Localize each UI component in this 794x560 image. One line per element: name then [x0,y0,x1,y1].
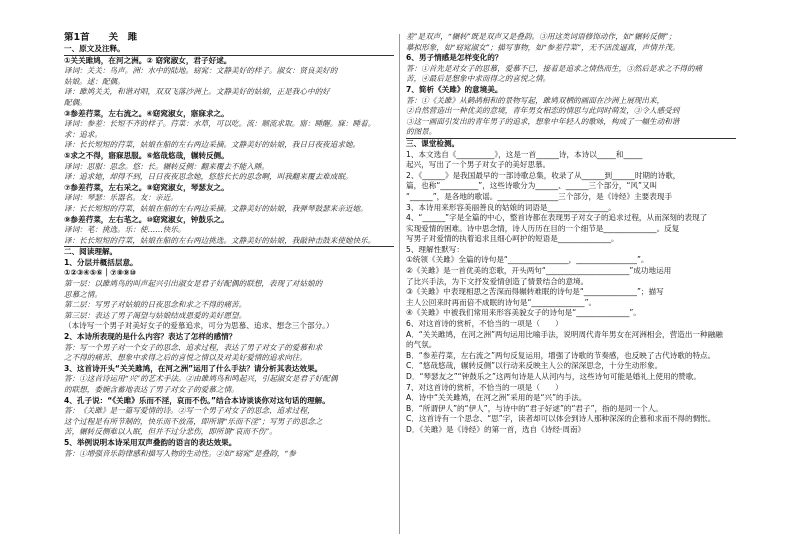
left-column-line: ①关关雎鸠，在河之洲。② 窈窕淑女，君子好逑。 [64,55,232,65]
left-column-line: 4、孔子说：“《关雎》乐而不淫，哀而不伤。”结合本诗谈谈你对这句话的理解。 [64,395,330,405]
right-column-line: 7、对这首诗的赏析，不恰当的一项是（ ） [406,382,563,392]
left-column-line: ⑤求之不得，寤寐思服。⑥悠哉悠哉，辗转反侧。 [64,150,229,160]
right-column-line: ④《关雎》中被我们常用来形容美貌女子的诗句是“______________”。 [406,308,641,318]
right-column-line: ②《关雎》是一首优美的恋歌，开头两句“______________________”成功地运用 [406,266,672,276]
right-column-line: 7、简析《关雎》的意境美。 [406,84,503,94]
right-column-line: 起兴，写出了一个男子对女子的美好思慕。 [406,160,551,170]
left-column-line: 译词：思服：思念。悠：长。辗转反侧：翻来覆去不能入睡。 [64,161,270,171]
left-column-line: 二、阅读理解。 [64,247,118,257]
right-column-line: ②自然营造出一种优美的意境，青年男女相恋的情思与此同时萌发，③令人感受到 [406,106,680,116]
right-column-line: 答：①首先是对女子的思慕，爱慕不已，接着是追求之情热而生，③然后是求之不得的痛 [406,63,703,73]
left-column-line: 一、原文及注释。 [64,44,394,56]
left-column-line: 之不得的痛苦、想象中求得之后的喜悦之情以及对美好爱情的追求向往。 [64,353,307,363]
right-column-line: B．“参差荇菜，左右流之”两句反复运用，增强了诗歌的节奏感，也反映了古代诗歌的特点。 [406,350,716,360]
left-column-line: 思慕之情。 [64,289,102,299]
right-column-line: 篇，也称“__________”，这些诗歌分为______、______三个部分，“风”又叫 [406,181,658,191]
right-column-line: ①统领《关雎》全篇的诗句是“________________，________________”。 [406,255,649,265]
right-column-line: 4、“______”字是全篇的中心，整首诗都在表现男子对女子的追求过程，从而深刻的表现了 [406,213,708,223]
left-column-line: 答：写一个男子对一个女子的思念、追求过程，表达了男子对女子的爱慕和求 [64,342,323,352]
right-column-line: 3、本诗用来形容美丽善良的姑娘的词语是________________。 [406,202,616,212]
left-column-line: ⑦参差荇菜，左右采之。⑧窈窕淑女，琴瑟友之。 [64,182,229,192]
left-column [64,32,394,536]
right-column-line: 实现爱情的困难。诗中思念情，诗人历历在目的一个细节是______________。反复 [406,223,680,233]
left-column-line: 1、分层并概括层意。 [64,257,138,267]
left-column-line: 译词：琴瑟：乐器名。友：亲近。 [64,193,178,203]
left-column-line: 译词：关关：鸟声。洲：水中的陆地。窈窕：文静美好的样子。淑女：贤良美好的 [64,66,338,76]
left-column-line: 配偶。 [64,97,87,107]
left-column-line: 译：雎鸠关关，和谐对唱，双双飞落沙洲上。文静美好的姑娘，正是我心中的好 [64,87,330,97]
left-column-line: 3、这首诗开头“关关雎鸠，在河之洲”运用了什么手法？请分析其表达效果。 [64,363,323,373]
right-column-line: 答：①《关雎》从鹤鸪相和的景物写起，雎鸠双栖的画面在沙洲上展现出来， [406,95,665,105]
right-column-line: ③这一画面引发出的青年男子的追求，想象中年轻人的歌咏，构成了一幅生动和谐 [406,116,680,126]
right-column-line: 6、对这首诗的赏析，不恰当的一项是（ ） [406,319,563,329]
right-column-line: 2、《______》是我国最早的一部诗歌总集，收录了从______到______时期的诗歌， [406,170,681,180]
left-column-line: ⑨参差荇菜，左右芼之。⑩窈窕淑女，钟鼓乐之。 [64,214,229,224]
right-column-line: 的图景。 [406,127,736,139]
right-column-line: 5、理解性默写： [406,244,464,254]
right-column-line: C．“悠哉悠哉，辗转反侧”以行动来反映主人公的深深思念，十分生动形象。 [406,361,663,371]
left-column-line: 译词：参差：长短不齐的样子。荇菜：水草，可以吃。流：顺流求取。寤：睡醒。寐：睡着。 [64,119,376,129]
right-column-line: 差”是双声，“辗转”既是双声又是叠韵。③用这类词语修饰动作，如“辗转反侧”； [406,32,677,41]
left-column-line: 第三层：表达了男子渴望与姑娘结成恩爱的美好愿望。 [64,310,247,320]
left-column-line: 第二层：写男子对姑娘的日夜思念和求之不得的痛苦。 [64,300,247,310]
right-column-line: 的气氛。 [406,340,437,350]
right-column [406,32,736,536]
right-column-line: A．“关关雎鸠，在河之洲”两句运用比喻手法，说明周代青年男女在河洲相会，营造出一种融融 [406,329,723,339]
right-column-line: 摹拟形象，如“窈窕淑女”；描写事物，如“参差荇菜”，无不活泼逼真，声情并茂。 [406,42,680,52]
left-column-line: 求：追求。 [64,129,102,139]
left-column-line: 译：长长短短的荇菜，姑娘在船的左右两边挑选。文静美好的姑娘，我敲钟击鼓来使她快乐。 [64,236,394,248]
right-column-line: D．《关雎》是《诗经》的第一首，选自《诗经·周南》 [406,424,586,434]
column-divider [399,34,400,534]
left-column-line: 苦，辗转反侧难以入眠，但并不过分悲伤，即所谓“哀而不伤”。 [64,427,277,437]
right-column-line: “______”，是各地的歌谣。________________三个部分，是《诗经》主要表现手 [406,191,673,201]
right-column-line: 写男子对爱情的执着追求且细心呵护的短语是______________。 [406,234,619,244]
right-column-line: 主人公回来时再而倍不成眠的诗句是“______________”。 [406,297,597,307]
left-column-line: 答：《关雎》是一篇写爱情的诗。②写一个男子对女子的思念、追求过程， [64,406,315,416]
left-column-line: 姑娘。逑：配偶。 [64,76,372,86]
right-column-line: 1、本文选自《__________》，这是一首______诗，本诗以_____和_____ [406,149,643,159]
left-column-line: 第1首 关 雎 [64,32,138,43]
left-column-line: 译：追求她，却得不到，日日夜夜思念她，悠悠长长的思念啊，叫我翻来覆去难成眠。 [64,172,353,182]
left-column-line: 第一层：以雎鸠鸟的叫声起兴引出淑女是君子好配偶的联想，表现了对姑娘的 [64,279,323,289]
right-column-line: ③《关雎》中表现相思之苦深而得辗转难眠的诗句是“______________”；描写 [406,287,664,297]
left-column-line: 译：长长短短的荇菜，姑娘在船的左右两边采摘。文静美好的姑娘，我弹琴鼓瑟来亲近她。 [64,203,368,213]
right-column-line: C．这首诗有一个思念、“思”字，读者却可以体会到诗人那种深深的企慕和求而不得的惆怅。 [406,414,716,424]
right-column-line: 苦，④最后是想象中求而得之的喜悦之情。 [406,74,551,84]
left-column-line: 答：①这首诗运用“兴”的艺术手法。②由雎鸠鸟和鸣起兴，引起淑女是君子好配偶 [64,374,338,384]
left-column-line: 译词：芼：挑选。乐：使……快乐。 [64,225,186,235]
right-column-line: 6、男子情感是怎样变化的？ [406,53,503,63]
right-column-line: D．“琴瑟友之”“钟鼓乐之”这两句诗是人从河内与，这些诗句可能是婚礼上使用的赞歌。 [406,372,701,381]
left-column-line: ③参差荇菜，左右流之。④窈窕淑女，寤寐求之。 [64,108,229,118]
right-column-line: 三、课堂检测。 [406,138,460,148]
left-column-line: 5、举例说明本诗采用双声叠韵的语言的表达效果。 [64,437,237,447]
right-column-line: 了比兴手法，为下文抒发爱情创造了情景结合的意境。 [406,276,589,286]
left-column-line: 的联想，委婉含蓄地表达了男子对女子的爱慕之情。 [64,385,239,394]
left-column-line: 译：长长短短的荇菜，姑娘在船的左右两边采摘。文静美好的姑娘，我日日夜夜追求她。 [64,140,361,150]
left-column-line: 这个过程是有所节制的，快乐而不放荡，即所谓“乐而不淫”；写男子的思念之 [64,416,323,426]
left-column-line: （本诗写一个男子对美好女子的爱慕追求，可分为思慕、追求、想念三个部分。） [64,321,334,331]
right-column-line: B．“所谓伊人”的“伊人”，与诗中的“君子好逑”的“君子”，指的是同一个人。 [406,403,663,413]
left-column-line: ①②③④⑤⑥｜⑦⑧⑨⑩ [64,268,136,278]
right-column-line: A．诗中“关关雎鸠，在河之洲”采用的是“兴”的手法。 [406,393,587,403]
left-column-line: 答：①增强音乐韵律感和描写人物的生动性。②如“窈窕”是叠韵，“参 [64,448,296,458]
left-column-line: 2、本诗所表现的是什么内容？表达了怎样的感情？ [64,332,237,342]
